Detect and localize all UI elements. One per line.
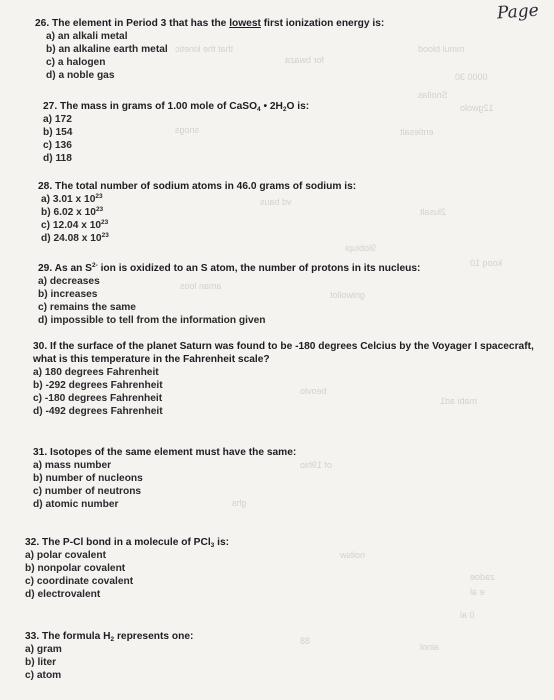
option-b: b) nonpolar covalent	[25, 563, 126, 574]
option-d: d) impossible to tell from the information given	[38, 315, 266, 326]
exponent: 23	[101, 232, 109, 239]
stem-underlined-text: lowest	[229, 18, 261, 29]
option-d: d) electrovalent	[25, 589, 101, 600]
stem-text: ion is oxidized to an S atom, the number of protons in its nucleus:	[97, 263, 421, 274]
stem-text: 27. The mass in grams of 1.00 mole of CaSO	[43, 101, 258, 112]
option-a: a) mass number	[33, 460, 112, 471]
question-30	[33, 340, 543, 418]
option-list	[33, 366, 543, 418]
bleed-text: beovlo	[300, 386, 327, 396]
bleed-text: 12gwolo	[460, 103, 494, 113]
option-c: c) coordinate covalent	[25, 576, 134, 587]
bleed-text: aman loos	[180, 281, 222, 291]
option-c: c) number of neutrons	[33, 486, 142, 497]
exponent: 23	[95, 206, 104, 213]
bleed-text: vd baus	[260, 197, 292, 207]
bleed-text: kooq 10	[470, 258, 503, 268]
option-d	[41, 232, 554, 245]
bleed-text: entlesalt	[400, 127, 434, 137]
stem-text: 33. The formula H	[25, 631, 111, 642]
option-text: c) 12.04 x 10	[41, 220, 102, 231]
option-d: d) 118	[43, 153, 72, 164]
bleed-text: ghs	[232, 498, 247, 508]
option-list	[33, 459, 554, 511]
bleed-text: 88	[300, 636, 311, 646]
question-27	[35, 100, 554, 165]
option-b: b) number of nucleons	[33, 473, 143, 484]
question-33	[25, 630, 554, 682]
option-b: b) -292 degrees Fahrenheit	[33, 380, 163, 391]
question-31	[33, 446, 554, 511]
question-32	[25, 536, 554, 601]
bleed-text: snogs	[175, 125, 200, 135]
superscript: 2-	[91, 262, 98, 269]
bleed-text: that the kinetic	[175, 44, 234, 54]
option-c: c) a halogen	[46, 57, 106, 68]
option-b	[41, 206, 554, 219]
stem-text: 26. The element in Period 3 that has the	[35, 18, 230, 29]
stem-text: • 2H	[260, 101, 283, 112]
option-text: b) 6.02 x 10	[41, 207, 96, 218]
option-text: d) 24.08 x 10	[41, 233, 102, 244]
option-b: b) an alkaline earth metal	[46, 44, 168, 55]
question-stem	[25, 536, 554, 549]
exponent: 23	[101, 219, 109, 226]
option-list	[38, 193, 554, 245]
option-b: b) 154	[43, 127, 73, 138]
bleed-text: 0000 30	[455, 72, 488, 82]
bleed-text: 9lobiupi	[345, 243, 377, 253]
bleed-text: Snollas	[418, 90, 448, 100]
bleed-text: 2lusalt	[420, 207, 447, 217]
question-29	[38, 262, 554, 327]
option-a: a) polar covalent	[25, 550, 106, 561]
bleed-text: for bwaza	[285, 55, 325, 65]
question-stem: 31. Isotopes of the same element must have the same:	[33, 447, 297, 458]
option-d: d) -492 degrees Fahrenheit	[33, 406, 163, 417]
bleed-text: ainol	[420, 642, 440, 652]
option-list	[35, 113, 554, 165]
subscript: 2	[282, 106, 287, 113]
option-c: c) atom	[25, 670, 62, 681]
bleed-text: zadoe	[470, 572, 495, 582]
question-stem	[25, 630, 554, 643]
bleed-text: gniwollot	[330, 290, 366, 300]
option-a: a) gram	[25, 644, 62, 655]
question-stem	[38, 262, 554, 275]
question-26	[35, 17, 554, 82]
subscript: 4	[257, 106, 261, 113]
option-text: a) 3.01 x 10	[41, 194, 96, 205]
stem-text: first ionization energy is:	[260, 18, 385, 29]
stem-text: O is:	[286, 101, 310, 112]
option-list	[38, 275, 554, 327]
option-c: c) 136	[43, 140, 72, 151]
page-label: Page	[496, 0, 540, 24]
bleed-text: mabi ad1	[440, 396, 478, 406]
subscript: 2	[110, 636, 115, 643]
option-b: b) increases	[38, 289, 98, 300]
bleed-text: noilsw	[340, 550, 366, 560]
option-a	[41, 193, 554, 206]
option-c: c) remains the same	[38, 302, 136, 313]
bleed-text: of 19hio	[300, 460, 333, 470]
stem-text: is:	[214, 537, 230, 548]
option-list	[35, 30, 554, 82]
bleed-text: mmul blood	[418, 44, 465, 54]
bleed-text: e al	[470, 587, 485, 597]
option-list	[25, 549, 554, 601]
option-a: a) 172	[43, 114, 72, 125]
question-stem: 28. The total number of sodium atoms in 46.0 grams of sodium is:	[38, 181, 357, 192]
option-a: a) decreases	[38, 276, 100, 287]
option-a: a) an alkali metal	[46, 31, 128, 42]
question-stem	[35, 17, 554, 30]
option-d: d) atomic number	[33, 499, 119, 510]
stem-text: 29. As an S	[38, 263, 92, 274]
option-a: a) 180 degrees Fahrenheit	[33, 367, 159, 378]
option-c	[41, 219, 554, 232]
stem-text: represents one:	[114, 631, 194, 642]
exponent: 23	[95, 193, 103, 200]
option-c: c) -180 degrees Fahrenheit	[33, 393, 163, 404]
stem-text: 32. The P-Cl bond in a molecule of PCl	[25, 537, 211, 548]
subscript: 3	[210, 542, 215, 549]
option-b: b) liter	[25, 657, 57, 668]
bleed-text: 0 al	[460, 610, 475, 620]
option-list	[25, 643, 554, 682]
question-28	[38, 180, 554, 245]
option-d: d) a noble gas	[46, 70, 115, 81]
question-stem	[35, 100, 554, 113]
question-stem: 30. If the surface of the planet Saturn was found to be -180 degrees Celcius by the Voyager I spacecraft, what is this temperature in the Fahrenheit scale?	[33, 341, 534, 365]
